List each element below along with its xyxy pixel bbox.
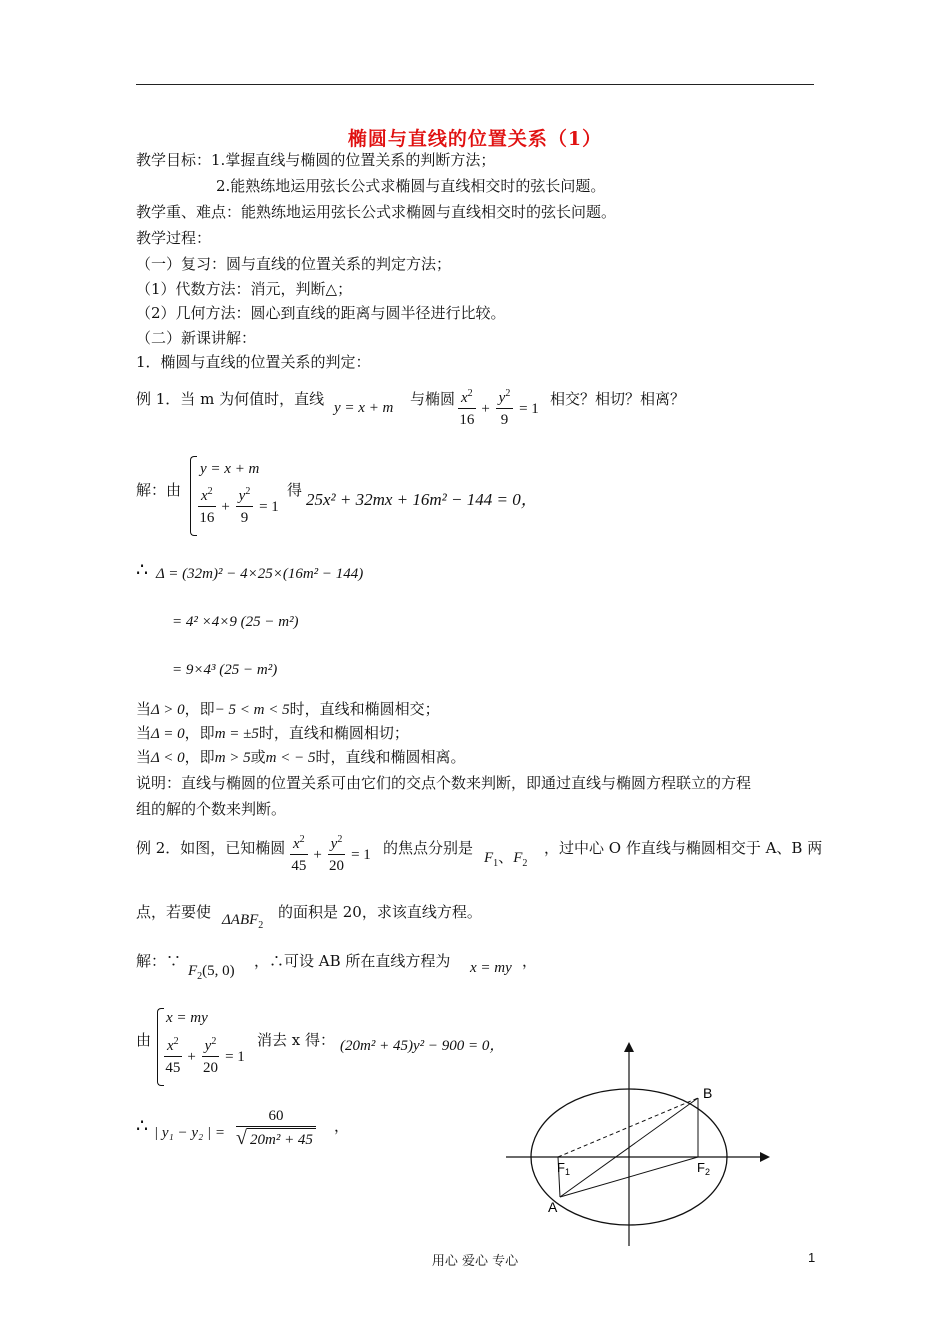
delta-line-3: = 9×4³ (25 − m²)	[172, 662, 278, 678]
process-label: 教学过程：	[136, 229, 212, 247]
case-tangent: 当Δ = 0，即m = ±5时，直线和椭圆相切；	[136, 724, 409, 742]
label-f2: $F_2$	[697, 1160, 710, 1177]
example-1-ellipse: $\frac{x^2}{16}$ + $\frac{y^2}{9}$ = 1	[459, 388, 539, 428]
key-points: 教学重、难点：能熟练地运用弦长公式求椭圆与直线相交时的弦长问题。	[136, 203, 617, 221]
quadratic-result-1: 25x² + 32mx + 16m² − 144 = 0，	[306, 490, 538, 509]
x-axis-arrow	[760, 1152, 770, 1162]
label-f1: $F_1$	[557, 1160, 570, 1177]
triangle-abf2: $\Delta ABF_2$	[222, 912, 264, 931]
delta-line-1: Δ = (32m)² − 4×25×(16m² − 144)	[156, 566, 364, 582]
note-line-1: 说明：直线与椭圆的位置关系可由它们的交点个数来判断，即通过直线与椭圆方程联立的方程	[136, 774, 752, 792]
get-word: 得	[287, 481, 303, 499]
review-geometry: （2）几何方法：圆心到直线的距离与圆半径进行比较。	[136, 304, 506, 322]
therefore-symbol-2: ∴	[136, 1115, 149, 1137]
page-title: 椭圆与直线的位置关系（1）	[347, 128, 603, 150]
example-1-prompt	[136, 389, 324, 409]
focus-f1: $F_1$、$F_2$	[484, 850, 528, 869]
example-1-mid: 与椭圆	[410, 390, 456, 408]
objectives-line-1	[136, 150, 495, 170]
system-1-line: y = x + m	[200, 461, 260, 477]
header-rule	[136, 84, 814, 85]
example-2-rest: ，过中心 O 作直线与椭圆相交于 A、B 两	[544, 839, 823, 857]
review-algebra: （1）代数方法：消元，判断△；	[136, 280, 353, 298]
review-heading: （一）复习：圆与直线的位置关系的判定方法；	[136, 255, 452, 273]
delta-line-2: = 4² ×4×9 (25 − m²)	[172, 614, 299, 630]
solution-1-prefix: 解：由	[136, 481, 182, 499]
objective-item-2: 2.能熟练地运用弦长公式求椭圆与直线相交时的弦长问题。	[216, 177, 606, 195]
example-2-line2: 点，若要使	[136, 903, 212, 921]
section-1-heading: 1．椭圆与直线的位置关系的判定：	[136, 353, 371, 371]
example-1-prefix: 例 1．当 m 为何值时，直线	[136, 390, 325, 408]
case-separate: 当Δ < 0，即m > 5或m < − 5时，直线和椭圆相离。	[136, 748, 466, 766]
chord-fraction: $\frac{60}{\text{√ 20m² + 45}}$	[236, 1106, 316, 1151]
solution-2-mid: ，∴可设 AB 所在直线方程为	[254, 952, 451, 970]
system-1-ellipse: $\frac{x^2}{16}$ + $\frac{y^2}{9}$ = 1	[199, 486, 279, 526]
eliminate-text: 消去 x 得：	[257, 1031, 335, 1049]
f2-coordinate: $F_2(5$, 0)	[188, 963, 235, 982]
by-word: 由	[136, 1031, 152, 1049]
example-2-prefix: 例 2．如图，已知椭圆	[136, 839, 286, 857]
label-b: B	[703, 1085, 713, 1101]
page-footer: 用心 爱心 专心	[431, 1254, 519, 1269]
note-line-2: 组的解的个数来判断。	[136, 800, 287, 818]
objectives-label: 教学目标：	[136, 151, 212, 169]
example-2-foci-text: 的焦点分别是	[383, 839, 474, 857]
objective-item-1: 1.掌握直线与椭圆的位置关系的判断方法；	[211, 151, 496, 169]
chord-difference: | y₁ − y₂ | =	[154, 1125, 225, 1141]
chord-comma: ，	[334, 1117, 350, 1135]
page-number: 1	[808, 1250, 816, 1265]
quadratic-result-2: (20m² + 45)y² − 900 = 0，	[340, 1038, 505, 1054]
y-axis-arrow	[624, 1042, 634, 1052]
system-2-line: x = my	[166, 1010, 208, 1026]
example-1-line-eq: y = x + m	[334, 400, 394, 416]
system-2-ellipse: $\frac{x^2}{45}$ + $\frac{y^2}{20}$ = 1	[165, 1036, 245, 1076]
example-1-suffix: 相交？相切？相离？	[550, 390, 686, 408]
case-intersect: 当Δ > 0，即− 5 < m < 5时，直线和椭圆相交；	[136, 700, 440, 718]
example-2-line2-post: 的面积是 20，求该直线方程。	[278, 903, 482, 921]
solution-2-prefix: 解：∵	[136, 952, 182, 970]
therefore-symbol-1: ∴	[136, 559, 149, 581]
example-2-ellipse: $\frac{x^2}{45}$ + $\frac{y^2}{20}$ = 1	[291, 834, 371, 874]
new-lesson-heading: （二）新课讲解：	[136, 329, 257, 347]
label-a: A	[548, 1199, 558, 1215]
solution-2-comma: ，	[522, 952, 538, 970]
ellipse-figure	[500, 1036, 780, 1250]
line-form: x = my	[470, 960, 512, 976]
